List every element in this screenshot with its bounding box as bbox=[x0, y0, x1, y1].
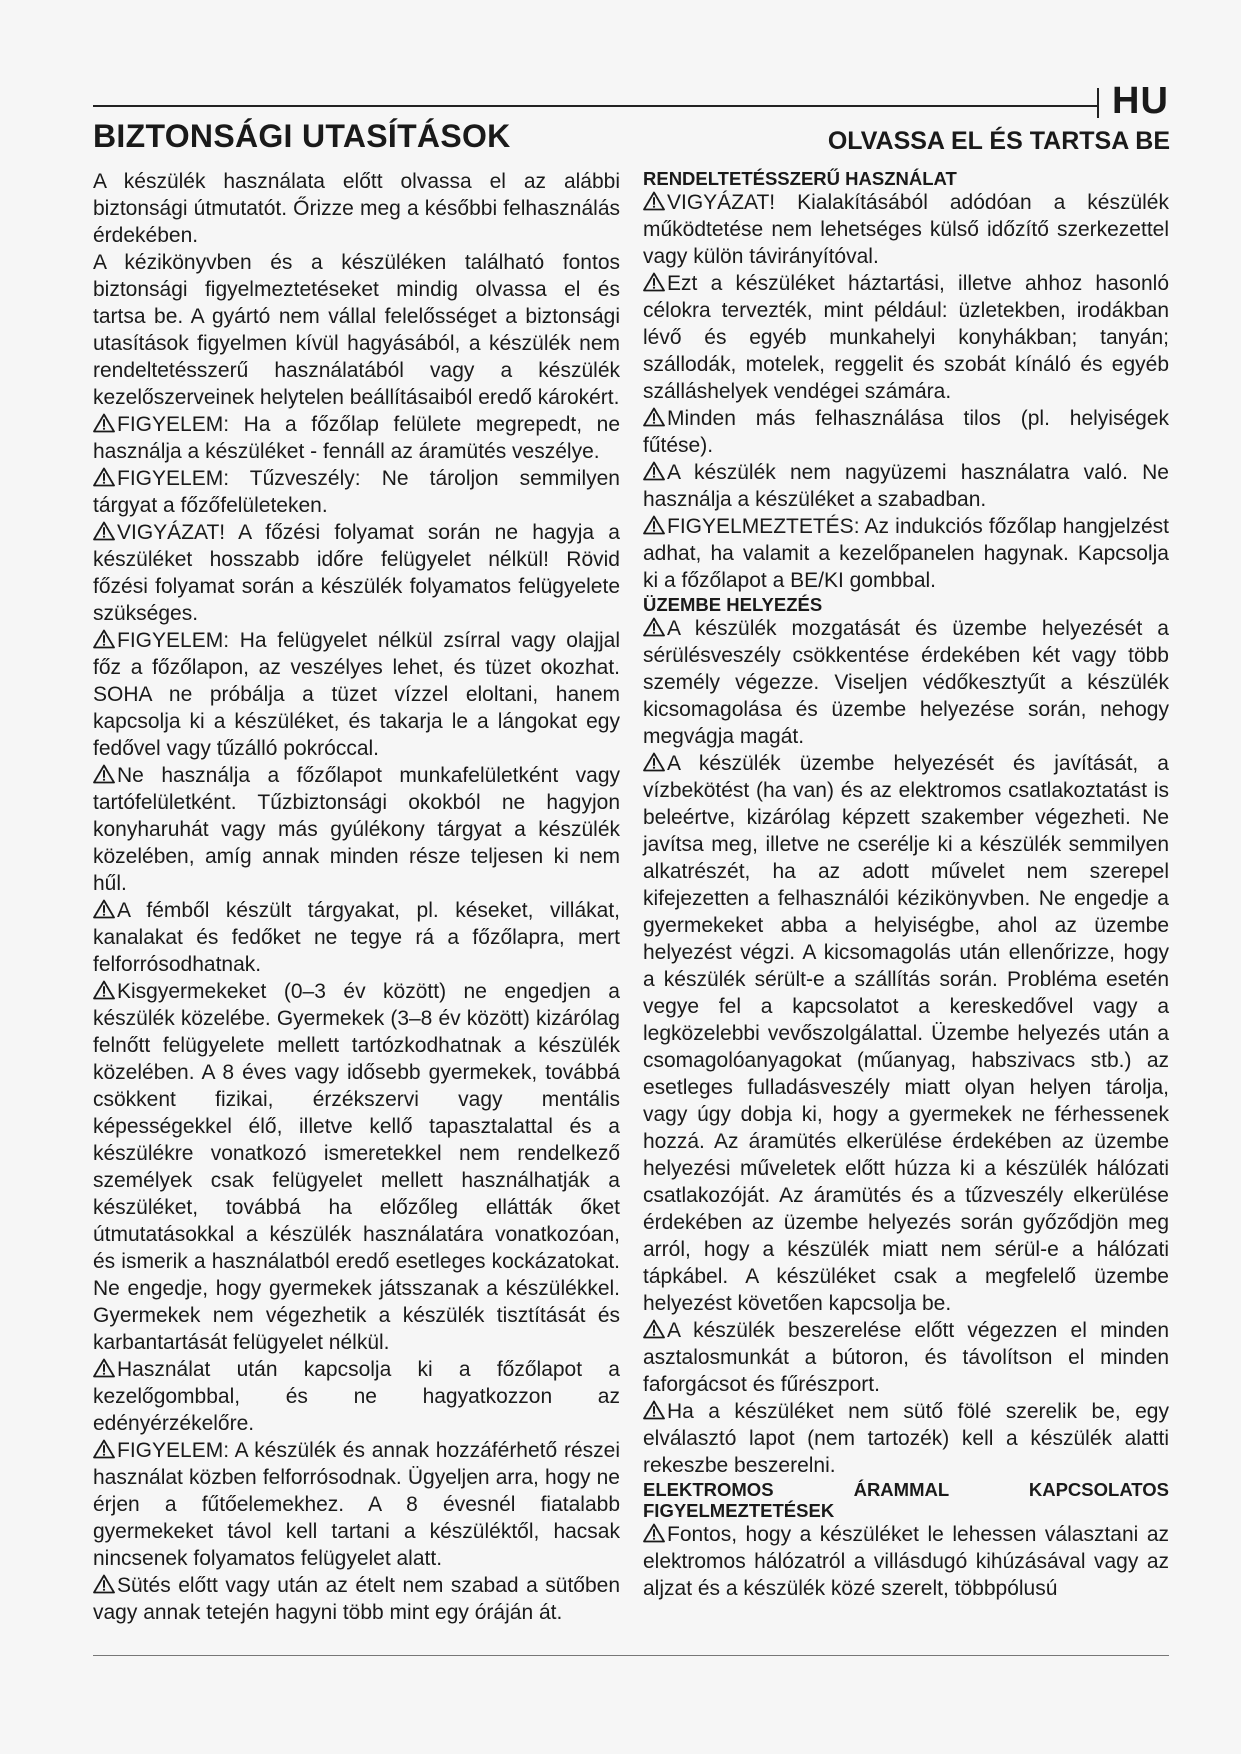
paragraph-text: Sütés előtt vagy után az ételt nem szabad a sütőben vagy annak tetején hagyni több mint egy óráján át. bbox=[93, 1574, 620, 1624]
paragraph-text: A készülék nem nagyüzemi használatra való. Ne használja a készüléket a szabadban. bbox=[643, 461, 1169, 511]
paragraph-text: Kisgyermekeket (0–3 év között) ne engedjen a készülék közelébe. Gyermekek (3–8 év között) kizárólag felnőtt felügyelete mellett tartózkodhatnak a készülék közelében. A 8 éves vagy idősebb gyermekek, továbbá csökkent fizikai, érzékszervi vagy mentális képességekkel élő, illetve kellő tapasztalattal és a készülékre vonatkozó ismeretekkel nem rendelkező személyek csak felügyelet mellett használhatják a készüléket, továbbá ha előzőleg ellátták őket útmutatásokkal a készülék használatára vonatkozóan, és ismerik a használatból eredő esetleges kockázatokat. Ne engedje, hogy gyermekek játsszanak a készülékkel. Gyermekek nem végezhetik a készülék tisztítását és karbantartását felügyelet nélkül. bbox=[93, 980, 620, 1354]
warning-icon bbox=[643, 407, 665, 427]
paragraph-text: Használat után kapcsolja ki a főzőlapot a kezelőgombbal, és ne hagyatkozzon az edényérzékelőre. bbox=[93, 1358, 620, 1435]
paragraph-text: FIGYELEM: Ha a főzőlap felülete megrepedt, ne használja a készüléket - fennáll az áramütés veszélye. bbox=[93, 413, 620, 463]
paragraph-text: FIGYELMEZTETÉS: Az indukciós főzőlap hangjelzést adhat, ha valamit a kezelőpanelen hagynak. Kapcsolja ki a főzőlapot a BE/KI gombbal. bbox=[643, 515, 1169, 592]
warning-paragraph bbox=[643, 1317, 1169, 1398]
paragraph-text: FIGYELEM: A készülék és annak hozzáférhető részei használat közben felforrósodnak. Ügyeljen arra, hogy ne érjen a fűtőelemekhez. A 8 évesnél fiatalabb gyermekeket távol kell tartani a készüléktől, hacsak nincsenek folyamatos felügyelet alatt. bbox=[93, 1439, 620, 1570]
paragraph-text: A készülék használata előtt olvassa el az alábbi biztonsági útmutatót. Őrizze meg a későbbi felhasználás érdekében. bbox=[93, 170, 620, 247]
warning-icon bbox=[643, 1319, 665, 1339]
paragraph-text: A készülék üzembe helyezését és javítását, a vízbekötést (ha van) és az elektromos csatlakoztatást is beleértve, kizárólag képzett szakember végezheti. Ne javítsa meg, illetve ne cserélje ki a készülék semmilyen alkatrészét, ha az adott művelet nem szerepel kifejezetten a felhasználói kézikönyvben. Ne engedje a gyermekeket abba a helyiségbe, ahol az üzembe helyezést végzi. A kicsomagolás után ellenőrizze, hogy a készülék sérült-e a szállítás során. Probléma esetén vegye fel a kapcsolatot a kereskedővel vagy a legközelebbi vevőszolgálattal. Üzembe helyezés után a csomagolóanyagokat (műanyag, habszivacs stb.) az esetleges fulladásveszély miatt olyan helyen tárolja, vagy úgy dobja ki, hogy a gyermekek ne férhessenek hozzá. Az áramütés elkerülése érdekében az üzembe helyezési műveletek előtt húzza ki a készülék hálózati csatlakozóját. Az áramütés és a tűzveszély elkerülése érdekében az üzembe helyezés során győződjön meg arról, hogy a készülék miatt nem sérül-e a hálózati tápkábel. A készüléket csak a megfelelő üzembe helyezést követően kapcsolja be. bbox=[643, 752, 1169, 1315]
paragraph-text: A készülék beszerelése előtt végezzen el minden asztalosmunkát a bútoron, és távolítson el minden faforgácsot és fűrészport. bbox=[643, 1319, 1169, 1396]
paragraph-text: Fontos, hogy a készüléket le lehessen választani az elektromos hálózatról a villásdugó kihúzásával vagy az aljzat és a készülék közé szerelt, többpólusú bbox=[643, 1523, 1169, 1600]
left-column bbox=[93, 168, 620, 1626]
warning-icon bbox=[643, 617, 665, 637]
paragraph-text: FIGYELEM: Ha felügyelet nélkül zsírral vagy olajjal főz a főzőlapon, az veszélyes lehet, és tüzet okozhat. SOHA ne próbálja a tüzet vízzel eloltani, hanem kapcsolja ki a készüléket, és takarja le a lángokat egy fedővel vagy tűzálló pokróccal. bbox=[93, 629, 620, 760]
warning-paragraph bbox=[643, 615, 1169, 750]
header-rule bbox=[93, 105, 1097, 107]
warning-paragraph bbox=[93, 465, 620, 519]
paragraph-text: A készülék mozgatását és üzembe helyezését a sérülésveszély csökkentése érdekében két vagy több személy végezze. Viseljen védőkesztyűt a készülék kicsomagolása és üzembe helyezése során, nehogy megvágja magát. bbox=[643, 617, 1169, 748]
header-rule-tick bbox=[1097, 88, 1099, 118]
warning-icon bbox=[93, 467, 115, 487]
warning-paragraph bbox=[643, 1398, 1169, 1479]
warning-paragraph bbox=[643, 459, 1169, 513]
warning-icon bbox=[643, 752, 665, 772]
language-code: HU bbox=[1112, 80, 1169, 122]
warning-icon bbox=[93, 629, 115, 649]
paragraph bbox=[93, 168, 620, 249]
warning-paragraph bbox=[93, 897, 620, 978]
paragraph-text: Ha a készüléket nem sütő fölé szerelik be, egy elválasztó lapot (nem tartozék) kell a készülék alatti rekeszbe beszerelni. bbox=[643, 1400, 1169, 1477]
section-heading: ELEKTROMOS ÁRAMMAL KAPCSOLATOS FIGYELMEZTETÉSEK bbox=[643, 1479, 1169, 1521]
warning-paragraph bbox=[93, 1356, 620, 1437]
warning-paragraph bbox=[93, 1437, 620, 1572]
section-heading: RENDELTETÉSSZERŰ HASZNÁLAT bbox=[643, 168, 957, 189]
warning-icon bbox=[643, 272, 665, 292]
paragraph-text: A kézikönyvben és a készüléken található fontos biztonsági figyelmeztetéseket mindig olvassa el és tartsa be. A gyártó nem vállal felelősséget a biztonsági utasítások figyelmen kívül hagyásából, a készülék nem rendeltetésszerű használatából vagy a készülék kezelőszerveinek helytelen beállításaiból eredő károkért. bbox=[93, 251, 620, 409]
right-column bbox=[643, 168, 1169, 1602]
footer-rule bbox=[93, 1655, 1169, 1656]
paragraph-text: Ne használja a főzőlapot munkafelületként vagy tartófelületként. Tűzbiztonsági okokból ne hagyjon konyharuhát vagy más gyúlékony tárgyat a készülék közelében, amíg annak minden része teljesen ki nem hűl. bbox=[93, 764, 620, 895]
paragraph-text: Minden más felhasználása tilos (pl. helyiségek fűtése). bbox=[643, 407, 1169, 457]
paragraph bbox=[93, 249, 620, 411]
section-heading: ÜZEMBE HELYEZÉS bbox=[643, 594, 823, 615]
warning-paragraph bbox=[93, 411, 620, 465]
warning-paragraph bbox=[93, 1572, 620, 1626]
warning-icon bbox=[643, 1400, 665, 1420]
warning-paragraph bbox=[93, 762, 620, 897]
warning-icon bbox=[643, 461, 665, 481]
warning-paragraph bbox=[643, 1521, 1169, 1602]
warning-icon bbox=[93, 899, 115, 919]
warning-paragraph bbox=[643, 513, 1169, 594]
warning-icon bbox=[643, 191, 665, 211]
page-title: BIZTONSÁGI UTASÍTÁSOK bbox=[93, 118, 511, 154]
warning-paragraph bbox=[93, 627, 620, 762]
paragraph-text: VIGYÁZAT! Kialakításából adódóan a készülék működtetése nem lehetséges külső időzítő szerkezettel vagy külön távirányítóval. bbox=[643, 191, 1169, 268]
paragraph-text: FIGYELEM: Tűzveszély: Ne tároljon semmilyen tárgyat a főzőfelületeken. bbox=[93, 467, 620, 517]
warning-icon bbox=[93, 1439, 115, 1459]
warning-icon bbox=[93, 521, 115, 541]
warning-paragraph bbox=[643, 189, 1169, 270]
warning-paragraph bbox=[93, 519, 620, 627]
warning-icon bbox=[643, 1523, 665, 1543]
warning-icon bbox=[93, 1574, 115, 1594]
warning-paragraph bbox=[643, 405, 1169, 459]
warning-icon bbox=[93, 980, 115, 1000]
warning-paragraph bbox=[643, 270, 1169, 405]
warning-paragraph bbox=[93, 978, 620, 1356]
paragraph-text: VIGYÁZAT! A főzési folyamat során ne hagyja a készüléket hosszabb időre felügyelet nélkül! Rövid főzési folyamat során a készülék folyamatos felügyelete szükséges. bbox=[93, 521, 620, 625]
warning-icon bbox=[93, 1358, 115, 1378]
paragraph-text: Ezt a készüléket háztartási, illetve ahhoz hasonló célokra tervezték, mint például: üzletekben, irodákban lévő és egyéb munkahelyi konyhákban; tanyán; szállodák, motelek, reggelit és szobát kínáló és egyéb szálláshelyek vendégei számára. bbox=[643, 272, 1169, 403]
warning-icon bbox=[643, 515, 665, 535]
page-subtitle: OLVASSA EL ÉS TARTSA BE bbox=[827, 127, 1170, 155]
warning-icon bbox=[93, 413, 115, 433]
warning-paragraph bbox=[643, 750, 1169, 1317]
warning-icon bbox=[93, 764, 115, 784]
paragraph-text: A fémből készült tárgyakat, pl. késeket, villákat, kanalakat és fedőket ne tegye rá a főzőlapra, mert felforrósodhatnak. bbox=[93, 899, 620, 976]
